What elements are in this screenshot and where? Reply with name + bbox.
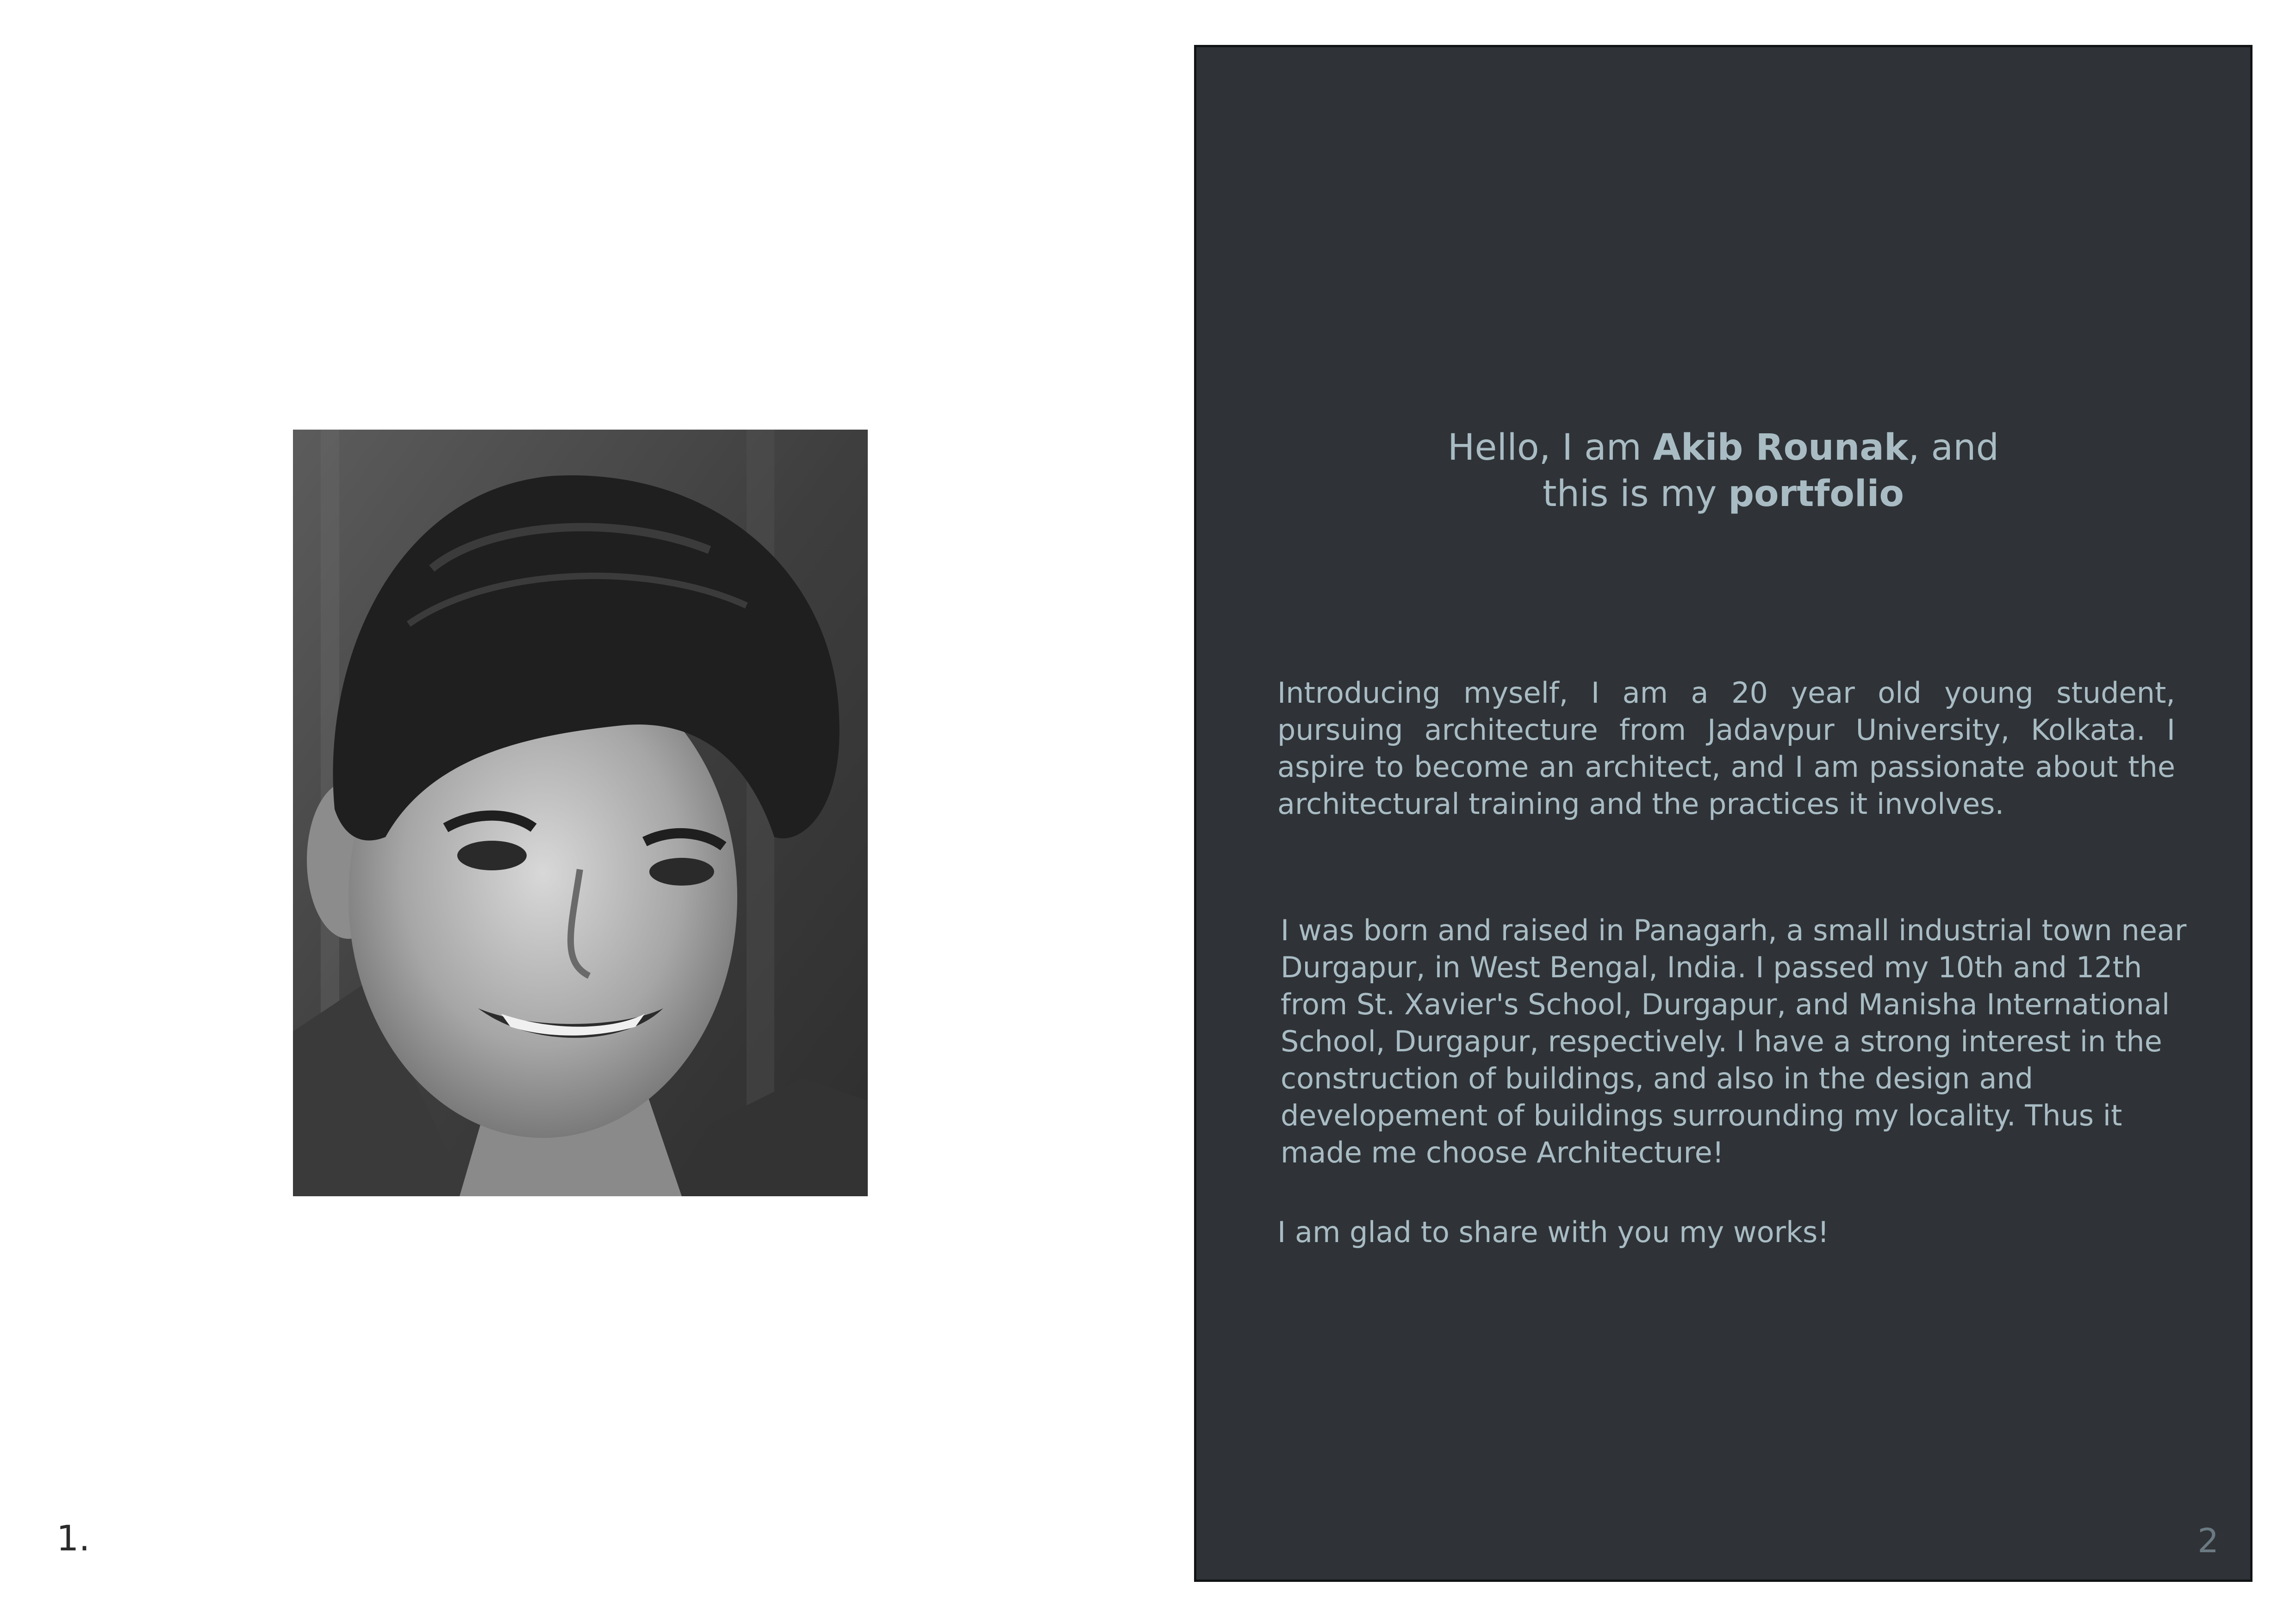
page-number: 1. (56, 1518, 90, 1559)
intro-paragraph: Introducing myself, I am a 20 year old young student, pursuing architecture from Jadavpur University, Kolkata. I aspire to become an architect, and I am passionate about the architectural training and the practices it involves. (1277, 676, 2175, 821)
greeting-line-2 (1196, 471, 2250, 517)
background-paragraph: I was born and raised in Panagarh, a small industrial town near Durgapur, in West Bengal, India. I passed my 10th and 12th from St. Xavier's School, Durgapur, and Manisha International School, Durgapur, respectively. I have a strong interest in the construction of buildings, and also in the design and developement of buildings surrounding my locality. Thus it made me choose Architecture! (1281, 913, 2187, 1169)
introduction-panel (1194, 45, 2252, 1582)
greeting-prefix: Hello, I am (1447, 427, 1653, 468)
page-number: 2 (2197, 1521, 2219, 1560)
closing-paragraph: I am glad to share with you my works! (1277, 1215, 1829, 1249)
portrait-photo (293, 430, 868, 1196)
author-name: Akib Rounak (1653, 427, 1908, 468)
greeting-heading (1196, 425, 2250, 517)
greeting-line2-prefix: this is my (1543, 473, 1729, 515)
greeting-line-1 (1196, 425, 2250, 471)
portrait-image (293, 430, 868, 1196)
greeting-suffix: , and (1908, 427, 1999, 468)
portfolio-word: portfolio (1728, 473, 1904, 515)
